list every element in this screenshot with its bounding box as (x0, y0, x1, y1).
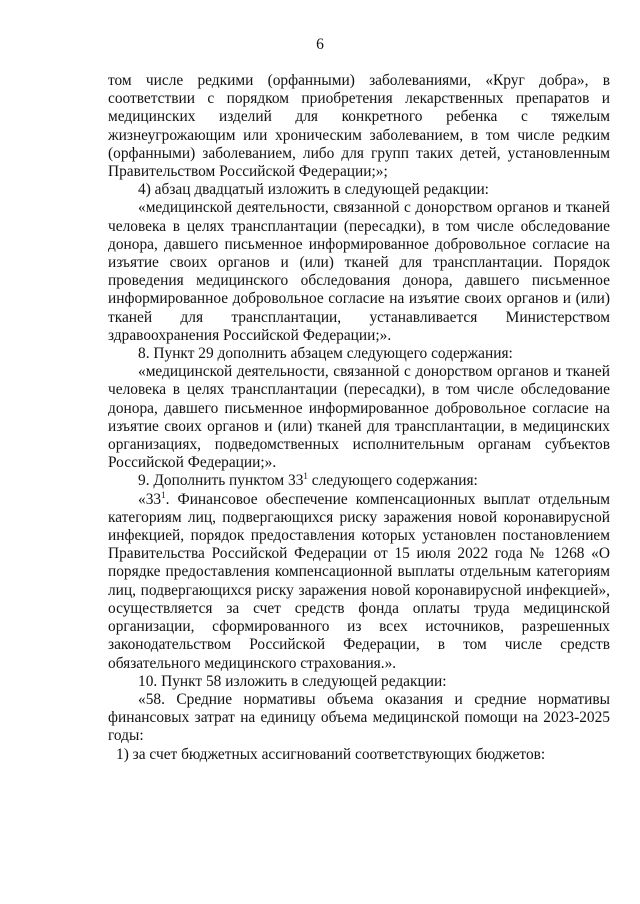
paragraph-item-4: 4) абзац двадцатый изложить в следующей редакции: (138, 181, 489, 199)
paragraph-quote-33-start: «33 (138, 490, 162, 508)
paragraph-quote-medical-organizations: «медицинской деятельности, связанной с донорством органов и тканей человека в целях трансплантации (пересадки), в том числе обследование донора, давшего письменное информированное добровольное согласие на изъятие своих органов и (или) тканей для трансплантации, в медицинских организациях, подведомственных исполнительным органам субъектов Российской Федерации;». (108, 363, 610, 472)
paragraph-quote-58: «58. Средние нормативы объема оказания и средние нормативы финансовых затрат на единицу объема медицинской помощи на 2023-2025 годы: (108, 690, 610, 745)
paragraph-item-9 (108, 472, 610, 490)
paragraph-quote-compensation-payments (108, 491, 610, 673)
paragraph-item-9-text-after: следующего содержания: (307, 472, 478, 490)
paragraph-item-9-text-before: 9. Дополнить пунктом 33 (138, 472, 304, 490)
paragraph-continuation: том числе редкими (орфанными) заболеваниями, «Круг добра», в соответствии с порядком приобретения лекарственных препаратов и медицинских изделий для конкретного ребенка с тяжелым жизнеугрожающим или хроническим заболеванием, в том числе редким (орфанными) заболеванием, либо для групп таких детей, установленным Правительством Российской Федерации;»; (108, 72, 610, 181)
paragraph-quote-33-text: . Финансовое обеспечение компенсационных выплат отдельным категориям лиц, подвергающихся риску заражения новой коронавирусной инфекцией, порядок предоставления которых установлен постановлением Правительства Российской Федерации от 15 июля 2022 года № 1268 «О порядке предоставления компенсационной выплаты отдельным категориям лиц, подвергающихся риску заражения новой коронавирусной инфекцией», осуществляется за счет средств фонда оплаты труда медицинской организации, сформированного из всех источников, разрешенных законодательством Российской Федерации, в том числе средств обязательного медицинского страхования.». (108, 490, 610, 672)
paragraph-item-8: 8. Пункт 29 дополнить абзацем следующего содержания: (138, 345, 513, 363)
page-number: 6 (316, 36, 324, 53)
document-body (108, 72, 610, 764)
paragraph-item-10: 10. Пункт 58 изложить в следующей редакции: (138, 672, 447, 690)
paragraph-item-9-superscript: 1 (303, 471, 308, 482)
list-item-budget-allocations: 1) за счет бюджетных ассигнований соответствующих бюджетов: (116, 745, 546, 763)
paragraph-quote-donor-examination: «медицинской деятельности, связанной с донорством органов и тканей человека в целях трансплантации (пересадки), в том числе обследование донора, давшего письменное информированное добровольное согласие на изъятие своих органов и (или) тканей для трансплантации. Порядок проведения медицинского обследования донора, давшего письменное информированное добровольное согласие на изъятие своих органов и (или) тканей для трансплантации, устанавливается Министерством здравоохранения Российской Федерации;». (108, 199, 610, 344)
paragraph-quote-33-superscript: 1 (161, 489, 166, 500)
